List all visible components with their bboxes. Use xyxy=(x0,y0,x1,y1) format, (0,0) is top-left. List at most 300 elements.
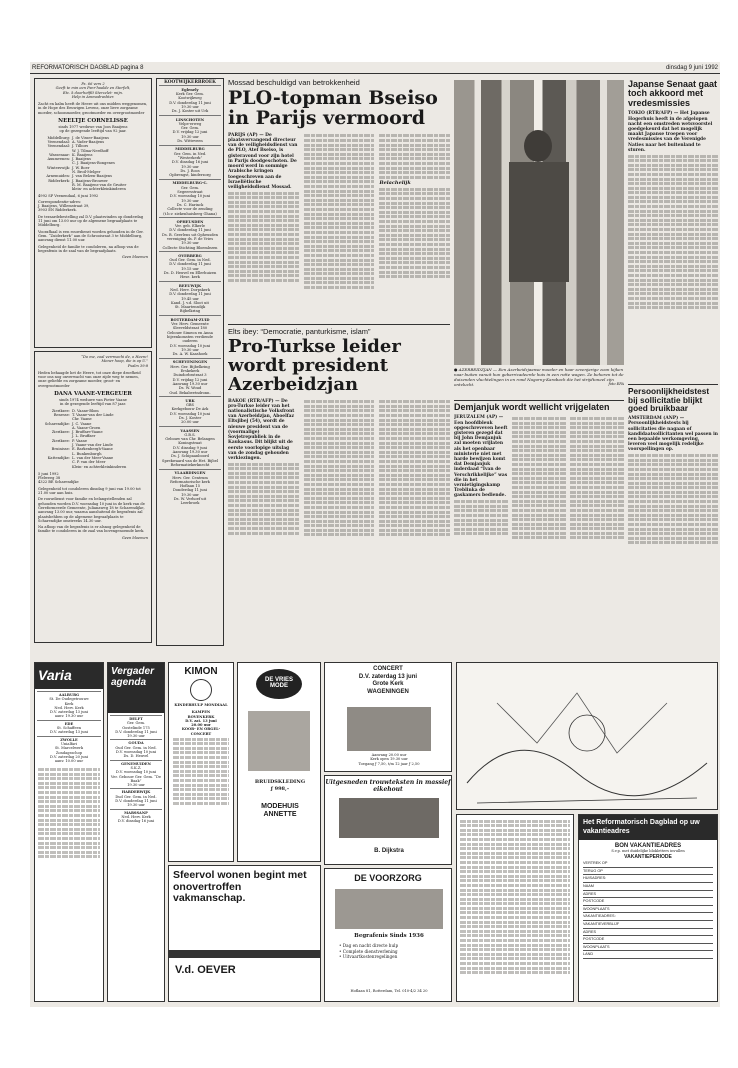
meeting-line: 19.45 uur xyxy=(181,296,199,301)
relative-name: P. Vaane xyxy=(72,438,87,443)
family-notices-column xyxy=(34,78,152,648)
relative-name: Klein- en achterkleinkinderen xyxy=(72,464,127,469)
meeting-line: Oud Ger. Gem. in Ned. xyxy=(115,745,157,750)
oever-logo: V.d. OEVER xyxy=(175,964,236,976)
meeting-line: Ds. J. Koster uit Urk xyxy=(171,109,209,114)
meeting-line: Koningstraat xyxy=(178,441,202,446)
meeting-line: D.V. zaterdag 20 juni xyxy=(50,754,88,759)
notice-2-intro: Heden behaagde het de Heere, tot onze diepe droefheid voor ons nog onverwacht van onze zijde weg te nemen, onze geliefde en zorgzame moeder, groot- en overgrootmoeder xyxy=(38,370,141,388)
bon-field[interactable]: VERTREK OP xyxy=(583,860,713,868)
meeting-place: HARDERWIJK xyxy=(121,790,151,795)
meeting-line: 19.30 uur xyxy=(127,734,145,739)
azer-body-2 xyxy=(304,399,375,538)
meeting-line: 19.30 uur xyxy=(127,783,145,788)
meeting-line: D.V. donderdag 11 juni xyxy=(115,729,157,734)
meeting-place: MARSSANP xyxy=(124,810,148,815)
relative-name: C. J. Baaijens-Bongenes xyxy=(72,161,115,166)
meeting-entry xyxy=(159,281,221,315)
relative-place: Kattendijke: xyxy=(47,455,70,460)
trouwteksten-photo xyxy=(339,798,439,838)
meeting-place: Eglenely xyxy=(181,87,199,92)
agenda-entries xyxy=(108,713,164,827)
meeting-line: D.V. donderdag 11 juni xyxy=(115,799,157,804)
meeting-line: Ds. W. Verhoef uit xyxy=(173,497,207,502)
meeting-entry xyxy=(110,788,162,808)
meeting-line: Herv. Ger. Bijbelkring xyxy=(170,364,210,369)
meeting-line: Leerbroek xyxy=(180,501,200,506)
meeting-line: Kerk Ger. Gem. xyxy=(176,92,204,97)
meeting-line: Ned. Herv. Dorpskerk xyxy=(170,287,210,292)
bon-period: VAKANTIEPERIODE xyxy=(624,854,672,861)
notice-1-service: Voorafhaal is een rouwdienst worden gehouden in de Ger. Gem. “Zuiderkerk” aan de Schrooisraat 3 te Middelburg, aanvang dienst 11.00 uur. xyxy=(38,229,144,243)
bon-field[interactable]: TERUG OP xyxy=(583,868,713,876)
bon-field[interactable]: VAKANTIEVERBLIJF xyxy=(583,921,713,929)
newspaper-page xyxy=(30,62,720,1007)
meeting-line: Erskekerk xyxy=(180,369,200,374)
death-notice-1 xyxy=(34,78,152,348)
relative-name: A. Vader-Baaijens xyxy=(72,139,105,144)
meeting-line: Kand. J. v.d. Sloot uit xyxy=(171,300,209,305)
demjanjuk-body-1 xyxy=(454,500,508,535)
kimon-ad xyxy=(168,662,234,862)
meeting-line: Ds. C. Harinck xyxy=(176,202,204,207)
relative-name: J. L. Bruffaer xyxy=(72,434,96,439)
meeting-line: 20.00 uur xyxy=(181,420,199,425)
notice-2-relatives xyxy=(38,409,148,469)
meeting-line: 19.30 uur xyxy=(181,104,199,109)
bon-field[interactable]: POSTCODE xyxy=(583,898,713,906)
meeting-entry xyxy=(159,358,221,396)
death-notice-2 xyxy=(34,351,152,643)
meeting-place: REEUWIJK xyxy=(178,283,202,288)
meeting-place: DELFT xyxy=(129,717,143,721)
meeting-place: OVERBERG xyxy=(178,253,202,258)
notice-1-address: Correspondentie-adres: J. Baaijens, Willemstraat 39, 3903 EN Ridderkerk. xyxy=(38,199,90,213)
bride-photo xyxy=(248,711,310,771)
plo-body-2 xyxy=(304,133,375,291)
vakantie-info xyxy=(456,814,574,1002)
plo-body-4 xyxy=(379,188,450,278)
demjanjuk-lead: JERUZALEM (AP) — Een hoofdbleuk opgeschreveven heeft gisteren gezegd dat bij John Demjanjuk zal moeten vrijlaten als het openbaar ministerie niet met harde bewijzen komt dat Demjanjuk inderdaad “Ivan de Verschrikkelijke” was die in het vernietigingskamp Treblinka de gaskamers bediende. xyxy=(454,415,508,499)
trouwteksten-ad xyxy=(324,775,452,865)
article-japan xyxy=(628,80,718,380)
azer-headline: Pro-Turkse leider wordt president Azerbeidzjan xyxy=(228,336,401,395)
relative-name: D. Vaane-Blom xyxy=(72,408,99,413)
notice-1-burial: De teraardebestelling zal D.V. plaatsvinden op donderdag 11 juni om 13.00 uur op de algemene begraafplaats te Middelburg. xyxy=(38,214,144,228)
relative-name: J. W. Boer xyxy=(72,165,90,170)
bon-field[interactable]: POSTCODE xyxy=(583,936,713,944)
photo-figure-body xyxy=(509,162,569,282)
meeting-line: Kerk xyxy=(64,701,74,706)
meeting-line: Oud Ger. Gem. in Ned. xyxy=(169,258,211,263)
meeting-line: aanv. 19.30 uur xyxy=(54,714,84,719)
photo-azerbeidzjan xyxy=(454,80,624,365)
meeting-line: St. Maartensdijk xyxy=(174,305,206,310)
voorzorg-photo xyxy=(335,889,443,929)
relative-place: Zierikzee: xyxy=(51,438,70,443)
meeting-place: ZWOLLE xyxy=(60,737,78,742)
relative-name: K. Baaijens xyxy=(72,152,93,157)
meeting-place: LINSCHOTEN xyxy=(175,117,205,122)
relative-place: Zierikzee: xyxy=(51,430,70,435)
meeting-line: Dud Ger. Gem. in Ned. xyxy=(115,794,157,799)
meeting-entry xyxy=(110,739,162,759)
dijkstra-name: B. Dijkstra xyxy=(374,848,404,854)
meeting-line: Gebouw Simeon en Anna xyxy=(167,330,213,335)
relative-place: Winterswijk: xyxy=(47,165,70,170)
meeting-line: Ned. Herv. Kerk xyxy=(121,814,151,819)
relative-row xyxy=(38,187,148,191)
vakantie-info-lines xyxy=(457,815,573,979)
relative-place: Wassenaar: xyxy=(49,152,70,157)
meeting-line: D.V. donderdag 11 juni xyxy=(169,228,211,233)
plo-lead: PARIJS (AP) — De plaatsvervangend directeur van de veiligheidsdienst van de PLO, Atef Bseiso, is gisteravond voor zijn hotel in Parijs doodgeschoten. De moord werd in sommige Arabische kringen toegeschreven aan de Israeliëtische veiligheidsdienst Mossad. xyxy=(228,132,298,190)
meeting-line: bijeenkomsten verdiende ouderen xyxy=(167,334,213,344)
notice-1-condolence: Gelegenheid de familie te condoleren, na afloop van de begrafenis in de zaal van de begraafplaats. xyxy=(38,244,139,253)
meeting-entry xyxy=(159,315,221,358)
meeting-line: Ver. Herv. Gemeente xyxy=(171,322,209,327)
meeting-line: D.V. donderdag 11 juni xyxy=(169,262,211,267)
meeting-line: 19.30 uur xyxy=(181,134,199,139)
relative-place: Middelburg: xyxy=(47,135,70,140)
meeting-line: D.V. zaterdag 13 juni xyxy=(50,710,88,715)
meeting-place: URK xyxy=(185,398,195,403)
meeting-place: EDE xyxy=(64,721,74,726)
oever-stripe xyxy=(169,950,321,958)
kampen-lines xyxy=(169,738,233,805)
relative-place xyxy=(38,465,72,469)
meeting-line: St. Marcelwerk xyxy=(54,746,84,751)
meeting-line: D.V. dinsdag 16 juni xyxy=(117,819,155,824)
varia-title: Varia xyxy=(35,663,103,689)
meeting-line: G.B.S. xyxy=(184,432,196,437)
meeting-line: Aanvang 19.30 uur xyxy=(172,381,208,386)
notice-2-condolence: Gelegenheid tot condoleren dinsdag 9 juni van 19.00 tot 21.00 uur aan huis. xyxy=(38,486,141,496)
bon-title: BON VAKANTIEADRES xyxy=(614,843,682,849)
notice-1-sign: Geen bloemen xyxy=(121,255,148,260)
meeting-line: aanv. 10.00 uur xyxy=(54,759,84,764)
varia-block xyxy=(34,662,104,1002)
meeting-entry xyxy=(159,426,221,469)
relative-name: A. Vaane-Groen xyxy=(72,425,101,430)
demjanjuk-body-2 xyxy=(512,415,566,541)
japan-body xyxy=(628,155,718,310)
bon-field[interactable]: ADRES xyxy=(583,891,713,899)
kimon-logo-icon xyxy=(190,679,212,701)
article-plo xyxy=(228,78,450,318)
meeting-line: Opbrengst, kinderzorg xyxy=(169,173,211,178)
notice-2-after: Na afloop van de begrafenis is er alsnog gelegenheid de familie te condoleren in de zaal van bovengenoemde kerk. xyxy=(38,525,145,534)
relative-name: E. Barkenbergh-Vaane xyxy=(72,447,113,452)
bon-field[interactable]: WOONPLAATS xyxy=(583,944,713,952)
meeting-line: Donderdag 11 juni xyxy=(173,488,207,493)
azer-body-3 xyxy=(379,399,450,538)
japan-headline: Japanse Senaat gaat toch akkoord met vredesmissies xyxy=(628,80,718,108)
varia-lines xyxy=(35,768,103,858)
meeting-line: D.V. woensdag 10 juni xyxy=(169,411,211,416)
concert-time: Aanvang 20.00 uur Kerk open 19.30 uur Toegang ƒ 7,50, t/m 12 jaar ƒ 2,50 xyxy=(358,753,420,766)
relative-place: Veenendaal: xyxy=(47,144,70,149)
bon-form xyxy=(579,860,717,959)
meeting-place: OPHEUSDEN xyxy=(176,219,204,224)
bon-field[interactable]: LAND xyxy=(583,951,713,959)
meeting-place: GENEMUIDEN xyxy=(121,761,151,766)
plo-body-1 xyxy=(228,192,299,282)
meeting-line: Ger. Gem. xyxy=(180,185,200,190)
relative-place: Ridderkerk: xyxy=(48,178,70,183)
header-right: dinsdag 9 juni 1992 xyxy=(665,65,718,71)
relative-name: J. Vaane-van der Linde xyxy=(72,443,113,448)
kimon-subtitle: KINDERHULP MONDIAAL xyxy=(174,703,228,707)
plo-headline: PLO-topman Bseiso in Parijs vermoord xyxy=(228,87,438,129)
meeting-entry xyxy=(110,715,162,739)
meeting-line: Ger. Gem. xyxy=(180,126,200,131)
varia-entries xyxy=(35,689,103,766)
notice-1-name: NEELTJE CORNELISSE xyxy=(58,118,128,125)
japan-lead: TOKIO (RTR/AFP) — Het Japanse Hogerhuis heeft in de afgelopen nacht een omstreden wetsvoorstel goedgekeurd dat het mogelijk maakt Japanse troepen voor vredesmissies van de Verenigde Naties naar het buitenland te sturen. xyxy=(628,111,713,153)
relative-name: klein- en achterkleinkinderen xyxy=(72,187,126,192)
plo-body-3 xyxy=(379,134,450,178)
meeting-line: Ds. W. Woud xyxy=(178,386,202,391)
meeting-entry xyxy=(159,145,221,179)
notice-2-quote: “Do me, zoal verrmachi de, o Heere! Mener hoop, die is op U.” Psalm 39:8 xyxy=(81,355,148,368)
relative-place: Renesse: xyxy=(53,412,70,417)
meeting-line: Ds. D. Heuvel xyxy=(123,754,149,759)
meeting-line: 19.30 uur xyxy=(181,241,199,246)
meeting-line: D.V. woensdag 10 juni xyxy=(169,343,211,348)
meeting-line: Reformatorische kerk xyxy=(170,479,210,484)
bon-field[interactable]: NAAM xyxy=(583,883,713,891)
oever-slogan: Sfeervol wonen begint met onovertroffen vakmanschap. xyxy=(173,869,307,904)
meeting-place: AALBURG xyxy=(58,693,80,697)
meeting-line: Ds. A. W. Kaashoek xyxy=(172,352,208,357)
meeting-line: D.V. zaterdag 13 juni xyxy=(50,730,88,735)
kampen-concert: KAMPEN ROVENKERK D.V. zat. 13 juni 20.00 uur KOOR- EN ORGEL- CONCERT xyxy=(181,710,221,736)
meeting-line: Ver. Gebouw Ger. Gem. “De Baak” xyxy=(110,774,162,783)
meeting-line: 19.30 uur xyxy=(181,164,199,169)
meeting-line: (t.b.v. ziekenhuisberg Ghana) xyxy=(163,211,217,216)
concert-photo xyxy=(347,707,431,751)
notice-2-sign: Geen bloemen xyxy=(121,535,148,540)
meeting-line: St. De Oudegetrouwe xyxy=(49,697,89,702)
meeting-entry xyxy=(37,720,101,736)
meeting-place: SCHEVENINGEN xyxy=(172,360,208,365)
meeting-line: Duindorbsstraat 3 xyxy=(173,373,207,378)
meeting-line: Ger. Gem. in Ned. xyxy=(173,151,207,156)
relative-name: J. de Visser-Baaijens xyxy=(72,135,109,140)
agenda-block xyxy=(107,662,165,1002)
relative-row xyxy=(38,465,148,469)
meeting-line: vereniging ds. P. de Vries xyxy=(166,237,214,241)
relative-name: N. Broil-Melger xyxy=(72,170,101,175)
relative-name: Chr. Vaane xyxy=(72,417,92,422)
meeting-line: 19.30 uur xyxy=(127,803,145,808)
meeting-line: St. Schaffeen xyxy=(56,726,82,731)
meeting-entry xyxy=(159,217,221,251)
meeting-line: Aanvang 19.30 uur xyxy=(172,450,208,455)
meeting-line: Gebouw van Chr. Belangen xyxy=(165,437,215,442)
relative-place: Bruinisse: xyxy=(51,447,70,452)
meeting-line: Sprekwaard van de Het. Bijbel xyxy=(162,458,218,463)
article-demjanjuk xyxy=(454,400,624,560)
azer-lead: BAKOE (RTR/AFP) — De pro-Turkse leider van het nationalistische Volksfront van Azerbeidzjan, Aboelfaz Eltsjibej (54), wordt de nieuwe president van de (voormalige) Sovjetrepubliek in de Kaukasus. Dit blijkt uit de eerste voorlopige uitslag van de zondag gehouden verkiezingen. xyxy=(228,398,295,461)
meeting-line: Ds. J. Koster xyxy=(178,415,202,420)
meeting-line: Ver. geb. Elkerle xyxy=(174,224,206,229)
relative-place: Zierikzee: xyxy=(51,408,70,413)
meeting-entry xyxy=(159,85,221,115)
test-lead: AMSTERDAM (ANP) — Persoonlijkheidstests bij sollicitaties die nagaan of kandidaatsollicitanten wel passen in een bepaalde werkomgeving, leveren veel mogelijk redelijke voorspellingen op. xyxy=(628,416,718,453)
meeting-line: Ds. J. Roos xyxy=(180,168,200,173)
relative-name: L. van der Meer-Vaane xyxy=(72,455,114,460)
relative-name: J. Bruffare-Vaane xyxy=(72,430,103,435)
azer-body-1 xyxy=(228,463,299,535)
relative-name: J. Baaijens-Brouwer xyxy=(72,178,108,183)
voorzorg-title: DE VOORZORG xyxy=(354,873,422,883)
bon-field[interactable]: ADRES xyxy=(583,929,713,937)
voorzorg-address: Hoflaan 81, Rotterdam, Tel. 010-4/2 34 20 xyxy=(350,989,428,993)
relative-name: J. Tilbors xyxy=(72,144,89,149)
meeting-line: D.V. dinsdag 9 juni xyxy=(173,445,207,450)
test-body xyxy=(628,454,718,544)
meeting-line: D.V. vrijdag 12 juni xyxy=(172,130,208,135)
plo-subhead: Belachelijk xyxy=(379,179,411,186)
notice-2-age: in de gezegende leeftijd van 87 jaar. xyxy=(59,402,127,407)
concert-ad xyxy=(324,662,452,772)
begrafenis-title: Begrafenis Sinds 1936 xyxy=(354,933,424,939)
meeting-line: Reformatiekerknecht xyxy=(170,462,210,467)
notice-1-since: sinds 1977 weduwe van Joos Baaijens xyxy=(58,125,128,130)
notice-2-service: De rouwdienst voor familie en belangstellenden zal gehouden worden D.V. woensdag 10 juni in de kerk van de Gereformeerde Gemeente, Julianaweg 18 te Scharendijke, aanvang 13.00 uur, waarna aansluitend de begrafenis zal plaatsbehben op de algemene begraafplaats te Scharendijke omstreeks 14.30 uur. xyxy=(38,497,145,523)
meeting-line: Collecte voor de zending xyxy=(167,207,213,212)
church-meetings-column xyxy=(156,78,224,648)
meeting-line: Herv. Ger. Centrum xyxy=(172,475,208,480)
notice-1-relatives xyxy=(38,136,148,192)
relative-place: Veenendaal: xyxy=(47,139,70,144)
relative-name: L. Bunkenburgh xyxy=(72,451,102,456)
meeting-entry xyxy=(159,469,221,507)
church-entries xyxy=(159,85,221,507)
meeting-line: Ger. Gem. xyxy=(126,721,146,726)
article-personality-test xyxy=(628,384,718,562)
meeting-entry xyxy=(110,809,162,825)
notice-2-name: DANA VAANE-VERGEUER xyxy=(54,391,132,398)
cartoon-drawing xyxy=(456,662,718,810)
concert-title: CONCERT D.V. zaterdag 13 juni Grote Kerk WAGENINGEN xyxy=(358,666,418,695)
bon-field[interactable]: HUISADRES: xyxy=(583,875,713,883)
meeting-line: Hoflaan 15 xyxy=(179,484,200,489)
meeting-entry xyxy=(159,251,221,281)
notice-1-date: 4992 SP Veenendaal, 6 juni 1992 xyxy=(38,193,99,198)
vakantie-bon xyxy=(578,814,718,1002)
vakantie-banner: Het Reformatorisch Dagblad op uw vakantieadres xyxy=(579,815,717,840)
meeting-place: GOUDA xyxy=(128,741,144,746)
meeting-place: MIDDELBURG-C. xyxy=(172,181,208,186)
meeting-line: Collecte Stichting Bloemlezen xyxy=(162,245,218,250)
page-header xyxy=(30,64,720,74)
relative-name: J. Baaijens xyxy=(72,157,91,162)
meeting-entry xyxy=(37,736,101,765)
begrafenis-services: • Dag en nacht directe hulp • Complete dienstverlening • Uitvaartkostenregelingen xyxy=(339,943,399,959)
notice-1-intro: Zacht en kalm heeft de Heere uit ons midden weggenomen, in de Hope des Eeuwigen Levens, onze lieve zorgzame moeder, schoonmoeder, grootmoeder en overgrootmoeder xyxy=(38,102,148,115)
meeting-line: “Westerkerk” xyxy=(177,155,203,160)
relative-name: T. Vaane-van der Linde xyxy=(72,412,114,417)
meeting-entry xyxy=(37,691,101,720)
notice-2-date: 5 juni 1992 Plelweeg 38 4322 BE Scharendijke xyxy=(38,471,79,485)
devries-logo: DE VRIES MODE xyxy=(256,669,302,699)
meeting-place: MIDDELBURG xyxy=(175,147,205,152)
azer-kicker: Elts ibey: “Democratie, panturkisme, islam” xyxy=(228,324,450,336)
meeting-line: S.K.Z. xyxy=(130,765,142,770)
photo-credit: foto EPA xyxy=(608,382,624,386)
bon-field[interactable]: VAKANTIEADRES: xyxy=(583,913,713,921)
notice-2-since: sinds 1974 weduwe van Pieter Vaane xyxy=(59,398,127,403)
cartoon-svg xyxy=(457,663,718,810)
relative-place xyxy=(38,187,72,191)
trouwteksten-title: Uitgesneden trouwteksten in massief eikehout xyxy=(325,779,451,793)
agenda-title: Vergader agenda xyxy=(108,663,164,713)
modehuis-name: MODEHUIS ANNETTE xyxy=(261,803,299,818)
bridal-price: BRUIDSKLEDING ƒ 998,– xyxy=(254,779,306,792)
demjanjuk-headline: Demjanjuk wordt wellicht vrijgelaten xyxy=(454,400,624,412)
meeting-line: 19.30 uur xyxy=(181,198,199,203)
meeting-line: 19.30 uur xyxy=(181,492,199,497)
meeting-line: D.V. dinsdag 16 juni xyxy=(171,160,209,165)
meeting-entry xyxy=(159,179,221,217)
bon-field[interactable]: WOONPLAATS xyxy=(583,906,713,914)
meeting-line: GBS xyxy=(186,403,194,408)
meeting-line: Bijbelkring xyxy=(179,309,201,314)
meeting-line: Velpe-erweg xyxy=(178,121,202,126)
meeting-place: VAASSEN xyxy=(180,428,200,433)
oever-ad xyxy=(168,865,321,1002)
meeting-line: D.V. woensdag 10 juni xyxy=(115,750,157,755)
meeting-line: Ds. Witteveen xyxy=(177,139,203,144)
church-col-title: KOOTWIJKERBROEK xyxy=(164,80,216,85)
meeting-line: Ds. J. Schipaanboord xyxy=(171,454,209,459)
voorzorg-ad xyxy=(324,868,452,1002)
meeting-line: 19.30 uur xyxy=(181,347,199,352)
article-azerbeidzjan xyxy=(228,324,450,558)
meeting-entry xyxy=(159,115,221,145)
photo-caption-block xyxy=(454,367,624,397)
meeting-line: Kerkgebouw De Ark xyxy=(171,407,209,412)
relative-name: J. C. Vaane xyxy=(72,421,92,426)
meeting-entry xyxy=(159,396,221,426)
relative-place: Arnemuiden: xyxy=(46,174,70,179)
relative-name: J. van Belzen-Baaijens xyxy=(72,174,113,179)
meeting-line: D.V. vrijdag 12 juni xyxy=(172,377,208,382)
meeting-place: ROTTERDAM-ZUID xyxy=(170,317,210,322)
kimon-title: KIMON xyxy=(184,666,218,677)
relative-name: R. M. Baaijens-van de Gruiter xyxy=(72,182,127,187)
photo-figure-head xyxy=(524,130,552,162)
meeting-line: Oostelinde 175 xyxy=(122,725,150,730)
test-headline: Persoonlijkheidstest bij sollicitatie blijkt goed bruikbaar xyxy=(628,384,718,413)
meeting-line: Kootwijkweg xyxy=(178,96,202,101)
meeting-line: D.V. woensdag 10 juni xyxy=(169,194,211,199)
meeting-line: 19.15 uur xyxy=(181,266,199,271)
devries-ad xyxy=(237,662,321,862)
meeting-line: Oud. Bekabeetndronn. xyxy=(169,390,211,395)
meeting-line: Unialfari xyxy=(60,741,78,746)
notice-1-quote: Ps. 66 vers 2 Geeft te min een Psnr’haalde en Sterfelt, Etc. k doorhetfilt Sterzelet- mijn. Help in Ammadrashter. xyxy=(55,82,131,99)
meeting-line: Sleeveldstraat 180 xyxy=(172,326,208,331)
meeting-line: Ds. D. Heuvel en Ellerhuizen xyxy=(163,271,217,276)
notice-1-age: op de gezegende leeftijd van 92 jaar. xyxy=(59,129,127,134)
relative-place: Scharendijke: xyxy=(44,421,70,426)
meeting-line: D.V. donderdag 11 juni xyxy=(169,292,211,297)
meeting-line: Zondagsschop xyxy=(55,750,83,755)
